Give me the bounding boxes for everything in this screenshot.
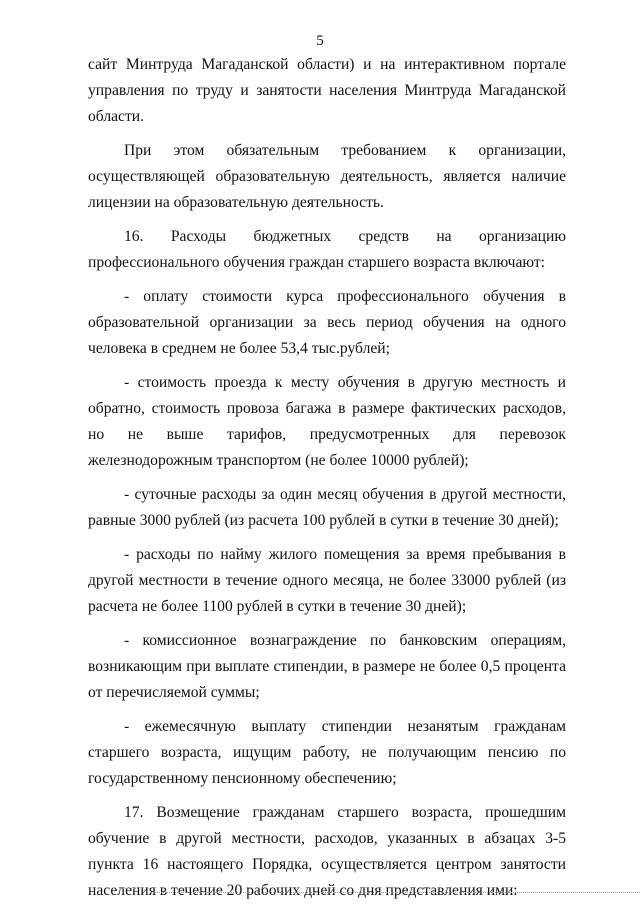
document-body bbox=[88, 52, 566, 904]
list-item-stipend: - ежемесячную выплату стипендии незанятым гражданам старшего возраста, ищущим работу, не получающим пенсию по государственному пенсионному обеспечению; bbox=[88, 718, 566, 787]
paragraph-license-requirement: При этом обязательным требованием к организации, осуществляющей образовательную деятельность, является наличие лицензии на образовательную деятельность. bbox=[88, 142, 566, 211]
paragraph-continuation: сайт Минтруда Магаданской области) и на интерактивном портале управления по труду и занятости населения Минтруда Магаданской области. bbox=[88, 56, 566, 125]
paragraph-item-16: 16. Расходы бюджетных средств на организацию профессионального обучения граждан старшего возраста включают: bbox=[88, 228, 566, 271]
list-item-bank-commission: - комиссионное вознаграждение по банковским операциям, возникающим при выплате стипендии, в размере не более 0,5 процента от перечисляемой суммы; bbox=[88, 632, 566, 701]
paragraph-item-17: 17. Возмещение гражданам старшего возраста, прошедшим обучение в другой местности, расходов, указанных в абзацах 3-5 пункта 16 настоящего Порядка, осуществляется центром занятости населения в течение 20 рабочих дней со дня представления ими: bbox=[88, 804, 566, 899]
list-item-travel-cost: - стоимость проезда к месту обучения в другую местность и обратно, стоимость провоза багажа в размере фактических расходов, но не выше тарифов, предусмотренных для перевозок железнодорожным транспортом (не более 10000 рублей); bbox=[88, 374, 566, 469]
list-item-housing-cost: - расходы по найму жилого помещения за время пребывания в другой местности в течение одного месяца, не более 33000 рублей (из расчета не более 1100 рублей в сутки в течение 30 дней); bbox=[88, 546, 566, 615]
scan-artifact-mark bbox=[120, 888, 138, 889]
list-item-course-cost: - оплату стоимости курса профессионального обучения в образовательной организации за весь период обучения на одного человека в среднем не более 53,4 тыс.рублей; bbox=[88, 288, 566, 357]
list-item-daily-expenses: - суточные расходы за один месяц обучения в другой местности, равные 3000 рублей (из расчета 100 рублей в сутки в течение 30 дней); bbox=[88, 486, 566, 529]
page-number: 5 bbox=[316, 33, 324, 49]
bottom-divider bbox=[150, 892, 640, 893]
